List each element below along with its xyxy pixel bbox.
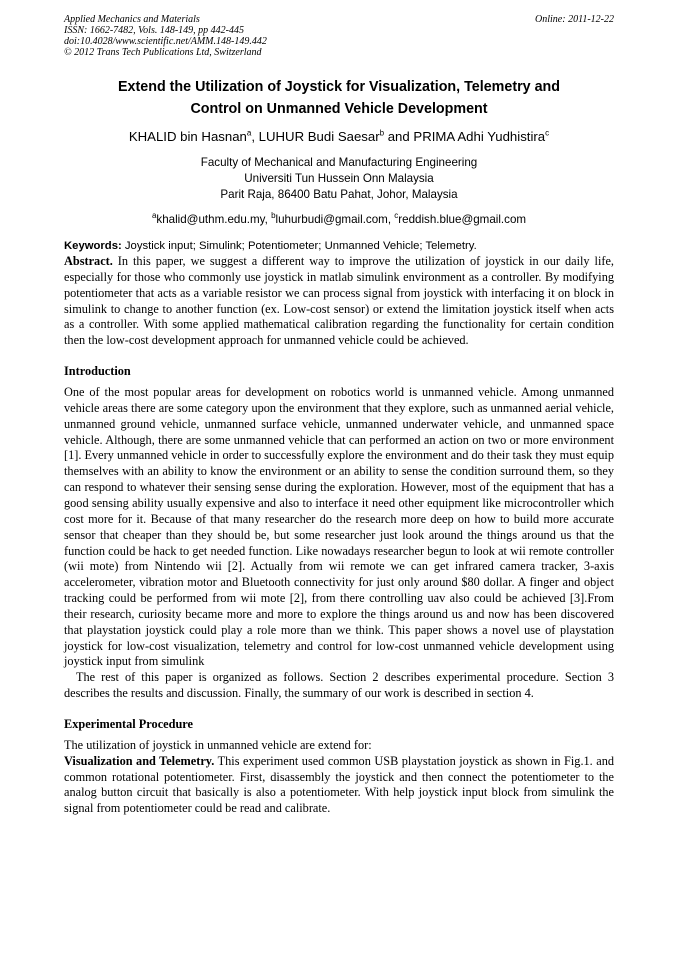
keywords-text: Joystick input; Simulink; Potentiometer; Unmanned Vehicle; Telemetry. <box>121 240 477 252</box>
keywords <box>64 238 614 254</box>
email-separator: , <box>264 213 272 226</box>
journal-name: Applied Mechanics and Materials <box>64 14 200 25</box>
introduction-paragraph: The rest of this paper is organized as follows. Section 2 describes experimental procedure. Section 3 describes the results and discussion. Finally, the summary of our work is described in section 4. <box>64 670 614 701</box>
email-link[interactable]: khalid@uthm.edu.my <box>156 213 265 226</box>
email-mark: a <box>151 211 157 221</box>
email-mark: c <box>394 211 399 221</box>
author-mark: a <box>246 128 252 138</box>
journal-header <box>64 14 614 58</box>
author-mark: c <box>545 128 550 138</box>
author-name: KHALID bin Hasnan <box>128 129 247 144</box>
experimental-paragraph: The utilization of joystick in unmanned vehicle are extend for: <box>64 737 372 752</box>
author-name: PRIMA Adhi Yudhistira <box>413 129 546 144</box>
section-heading-introduction: Introduction <box>64 364 131 379</box>
experimental-paragraph <box>64 754 614 817</box>
email-separator: , <box>387 213 395 226</box>
email-list <box>64 212 614 228</box>
author-list <box>64 128 614 146</box>
subsection-label: Visualization and Telemetry. <box>64 753 215 768</box>
author-name: LUHUR Budi Saesar <box>258 129 380 144</box>
journal-copyright: © 2012 Trans Tech Publications Ltd, Switzerland <box>64 47 262 58</box>
online-date: Online: 2011-12-22 <box>535 14 614 25</box>
introduction-paragraph: One of the most popular areas for development on robotics world is unmanned vehicle. Among unmanned vehicle areas there are some category upon the environment that they explore, such as unmanned aerial vehicle, unmanned ground vehicle, unmanned surface vehicle, unmanned underwater vehicle, and unmanned space vehicle. Although, there are some unmanned vehicle that can performed an action on two or more environment [1]. Every unmanned vehicle in order to successfully explore the environment and do their task they must equip themselves with an ability to know the environment or an ability to sense the condition surround them, so they can respond to whatever their sensing sense during the exploration. However, most of the equipment that has a good sensing ability usually expensive and also to interface it need other equipment like microcontroller which cost more for it. Because of that many researcher do the research more deep on how to build more accurate sensor that cheaper than they should be, but some researcher just look around the things around us that the function could be hack to get needed function. Like nowadays researcher begun to look at wii remote controller (wii mote) from Nintendo wii [2]. Actually from wii remote we can get infrared camera tracker, 3-axis accelerometer, vibration motor and Bluetooth connectivity for just only around $80 dollar. A finger and object tracking could be performed from wii mote [2], from there controlling uav also could be achieved [3].From their research, curiosity became more and more to explore the things around us and now has been discovered that playstation joystick could play a role more than we think. This paper shows a novel use of playstation joystick for low-cost visualization, telemetry and control for low-cost unmanned vehicle development using joystick input from simulink <box>64 385 614 669</box>
journal-info <box>64 14 267 58</box>
affiliation <box>64 155 614 203</box>
paper-title-line: Control on Unmanned Vehicle Development <box>190 101 488 117</box>
abstract-text: In this paper, we suggest a different way to improve the utilization of joystick in our daily life, especially for those who commonly use joystick in matlab simulink environment as a controller. By modifying potentiometer that acts as a variable resistor we can process signal from joystick with interfacing it on block in simulink to change to another function (ex. Low-cost sensor) or extend the limitation joystick itself when acts as a controller. With some applied mathematical calibration regarding the functionality for certain condition then the low-cost development approach for unmanned vehicle could be achieved. <box>64 254 614 348</box>
affiliation-line: Parit Raja, 86400 Batu Pahat, Johor, Malaysia <box>220 188 458 201</box>
journal-doi: doi:10.4028/www.scientific.net/AMM.148-149.442 <box>64 36 267 47</box>
abstract-label: Abstract. <box>64 254 113 268</box>
affiliation-line: Faculty of Mechanical and Manufacturing Engineering <box>200 156 478 169</box>
email-mark: b <box>271 211 276 221</box>
keywords-label: Keywords: <box>64 240 122 252</box>
paper-title <box>64 76 614 120</box>
journal-issn: ISSN: 1662-7482, Vols. 148-149, pp 442-445 <box>64 25 244 36</box>
author-mark: b <box>379 128 385 138</box>
affiliation-line: Universiti Tun Hussein Onn Malaysia <box>244 172 434 185</box>
paper-title-line: Extend the Utilization of Joystick for Visualization, Telemetry and <box>118 79 560 95</box>
author-separator: and <box>384 129 414 144</box>
email-link[interactable]: reddish.blue@gmail.com <box>398 213 527 226</box>
email-link[interactable]: luhurbudi@gmail.com <box>275 213 388 226</box>
section-heading-experimental: Experimental Procedure <box>64 716 193 731</box>
abstract <box>64 254 614 349</box>
author-separator: , <box>251 129 259 144</box>
experimental-text: This experiment used common USB playstation joystick as shown in Fig.1. and common rotational potentiometer. First, disassembly the joystick and then connect the potentiometer to the analog button circuit that basically is also a potentiometer. With help joystick input block from simulink the signal from potentiometer could be read and calibrate. <box>64 753 614 816</box>
